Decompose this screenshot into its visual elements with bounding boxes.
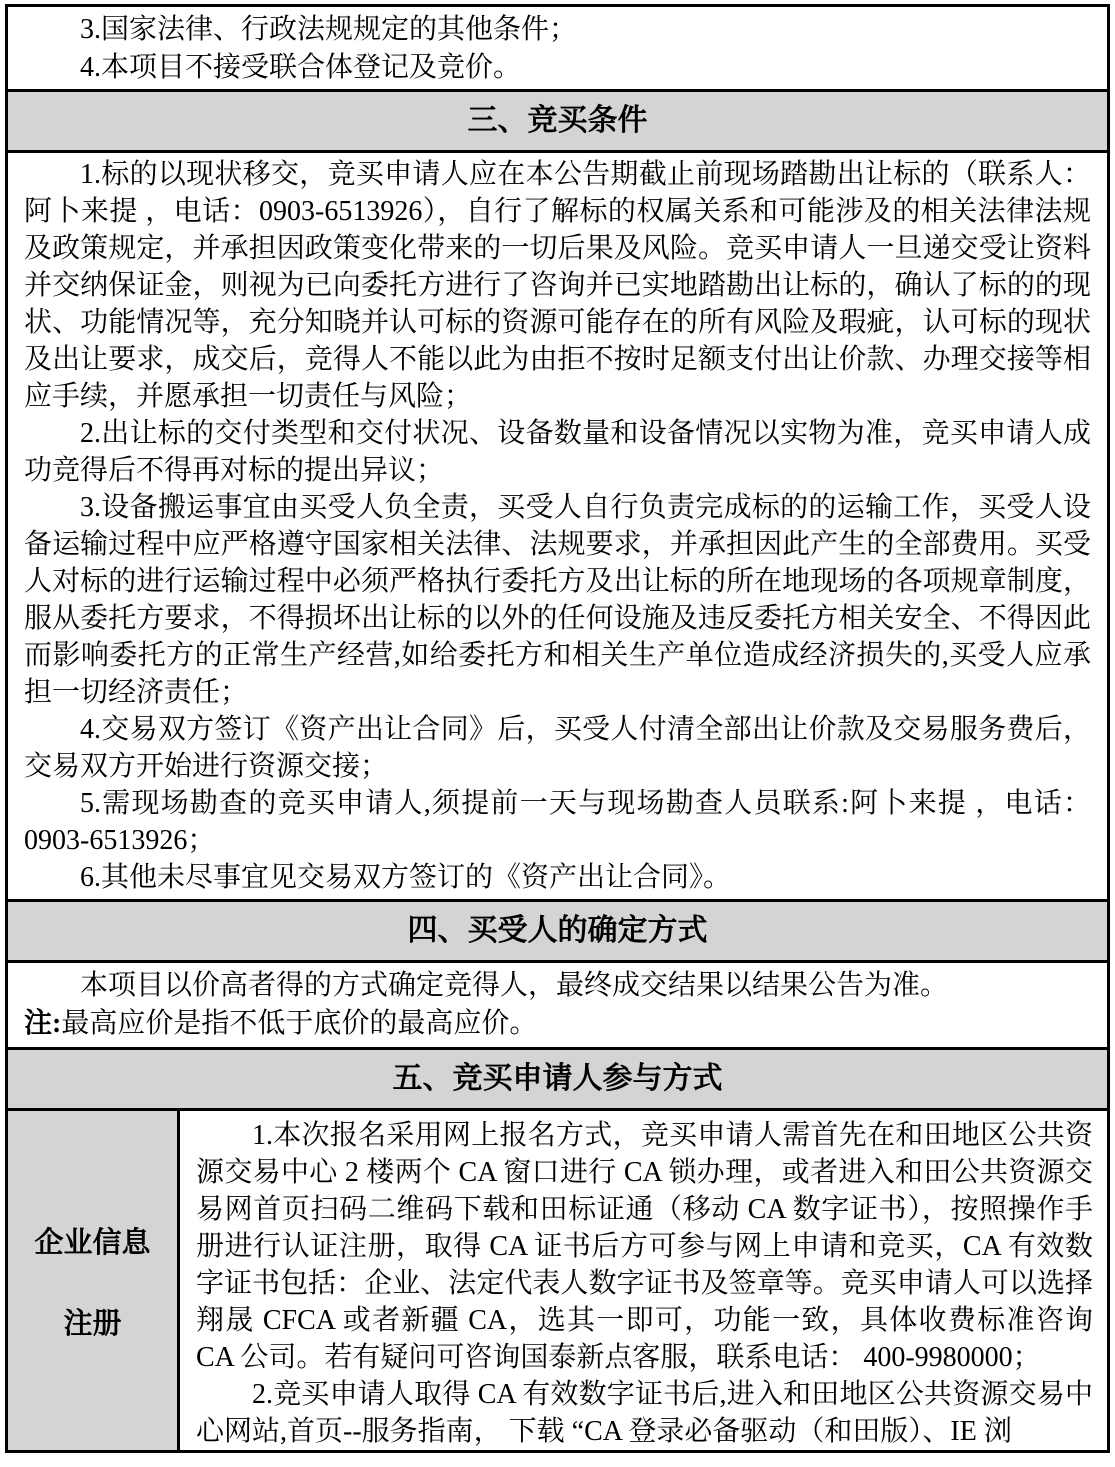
row-header-line: 注册: [63, 1307, 122, 1340]
section-title: 三、竞买条件: [467, 104, 648, 137]
intro-section: [8, 7, 1107, 89]
paragraph: 1.标的以现状移交，竞买申请人应在本公告期截止前现场踏勘出让标的（联系人：阿卜来提 ，电话：0903-6513926），自行了解标的权属关系和可能涉及的相关法律法规及政策规定，并承担因政策变化带来的一切后果及风险。竞买申请人一旦递交受让资料并交纳保证金，则视为已向委托方进行了咨询并已实地踏勘出让标的，确认了标的的现状、功能情况等，充分知晓并认可标的资源可能存在的所有风险及瑕疵，认可标的现状及出让要求，成交后，竞得人不能以此为由拒不按时足额支付出让价款、办理交接等相应手续，并愿承担一切责任与风险；: [24, 159, 1091, 412]
note-label: 注:: [24, 1008, 62, 1039]
note-line: [24, 1005, 1091, 1043]
row-content-cell: [180, 1111, 1107, 1450]
table-row: [8, 1111, 1107, 1450]
paragraph: 4.交易双方签订《资产出让合同》后，买受人付清全部出让价款及交易服务费后，交易双方开始进行资源交接；: [24, 714, 1091, 782]
row-header-line: 企业信息: [34, 1226, 151, 1259]
document-frame: [5, 4, 1110, 1453]
paragraph: 3.设备搬运事宜由买受人负全责，买受人自行负责完成标的的运输工作，买受人设备运输过程中应严格遵守国家相关法律、法规要求，并承担因此产生的全部费用。买受人对标的进行运输过程中必须严格执行委托方及出让标的所在地现场的各项规章制度，服从委托方要求，不得损坏出让标的以外的任何设施及违反委托方相关安全、不得因此而影响委托方的正常生产经营,如给委托方和相关生产单位造成经济损失的,买受人应承担一切经济责任；: [24, 492, 1091, 708]
buyer-determination-body: [8, 963, 1107, 1047]
paragraph: 5.需现场勘查的竞买申请人,须提前一天与现场勘查人员联系:阿卜来提 ，电话：0903-6513926；: [24, 788, 1091, 856]
section-title: 四、买受人的确定方式: [407, 914, 708, 947]
section-header-bidding-conditions: [8, 89, 1107, 153]
note-text: 最高应价是指不低于底价的最高应价。: [61, 1008, 538, 1039]
paragraph: 6.其他未尽事宜见交易双方签订的《资产出让合同》。: [80, 862, 732, 893]
paragraph: 本项目以价高者得的方式确定竞得人，最终成交结果以结果公告为准。: [80, 970, 949, 1001]
paragraph: 2.出让标的交付类型和交付状况、设备数量和设备情况以实物为准，竞买申请人成功竞得后不得再对标的提出异议；: [24, 418, 1091, 486]
section-title: 五、竞买申请人参与方式: [392, 1062, 723, 1095]
intro-item: 3.国家法律、行政法规规定的其他条件；: [80, 14, 578, 45]
intro-item: 4.本项目不接受联合体登记及竞价。: [80, 52, 522, 83]
bidding-conditions-body: [8, 153, 1107, 899]
section-header-participation-method: [8, 1047, 1107, 1111]
paragraph: 2.竞买申请人取得 CA 有效数字证书后,进入和田地区公共资源交易中心网站,首页--服务指南， 下载 “CA 登录必备驱动（和田版）、IE 浏: [196, 1379, 1093, 1447]
paragraph: 1.本次报名采用网上报名方式，竞买申请人需首先在和田地区公共资源交易中心 2 楼两个 CA 窗口进行 CA 锁办理，或者进入和田公共资源交易网首页扫码二维码下载和田标证通（移动 CA 数字证书），按照操作手册进行认证注册，取得 CA 证书后方可参与网上申请和竞买，CA 有效数字证书包括：企业、法定代表人数字证书及签章等。竞买申请人可以选择翔晟 CFCA 或者新疆 CA，选其一即可，功能一致，具体收费标准咨询 CA 公司。若有疑问可咨询国泰新点客服，联系电话： 400-9980000；: [196, 1120, 1093, 1373]
section-header-buyer-determination: [8, 899, 1107, 963]
row-header-cell-enterprise-registration: [8, 1111, 180, 1450]
